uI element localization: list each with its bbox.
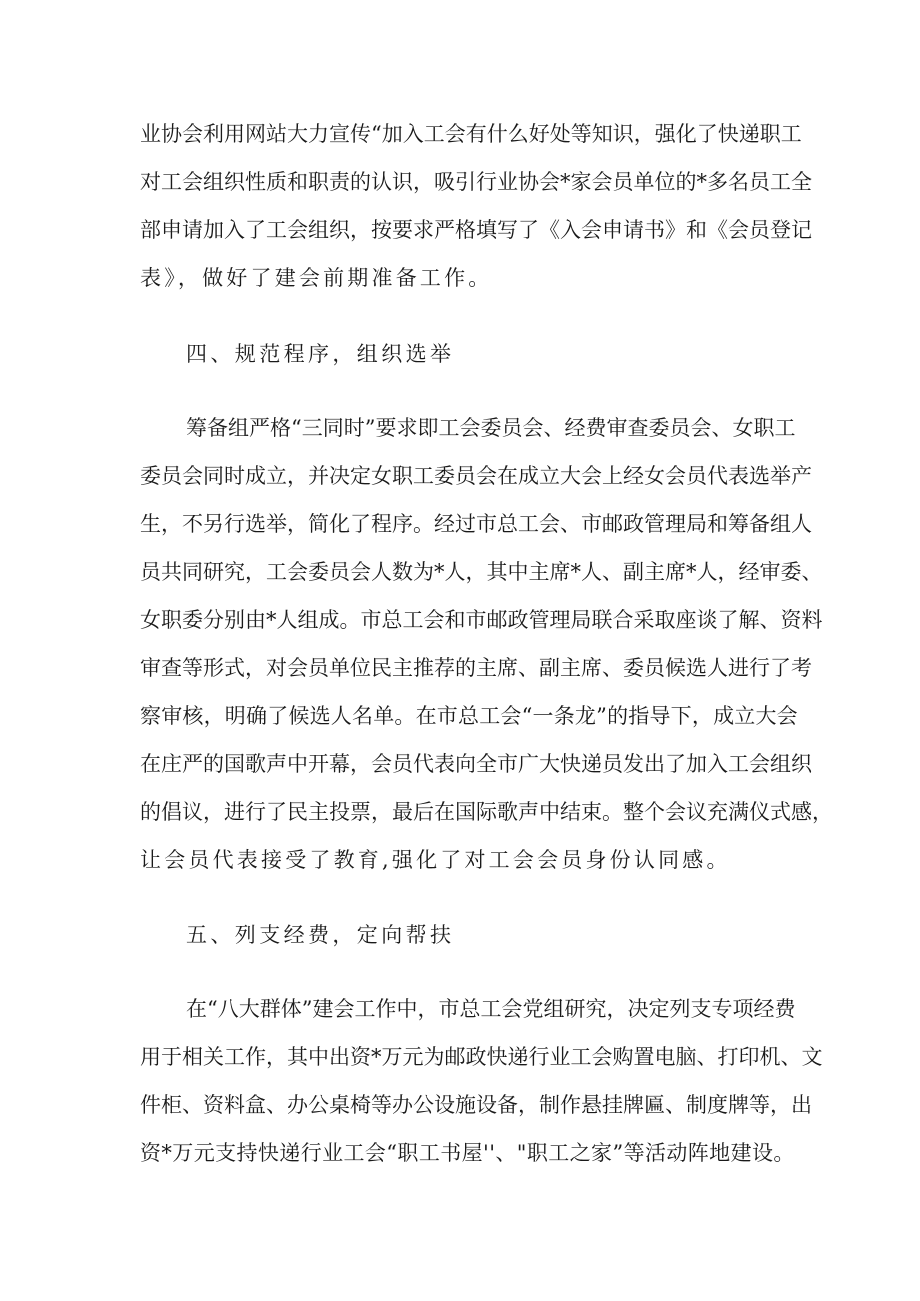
text-line: 委员会同时成立，并决定女职工委员会在成立大会上经女会员代表选举产	[140, 464, 812, 488]
section-heading-4: 四、规范程序，组织选举	[186, 342, 455, 366]
text-line: 员共同研究，工会委员会人数为*人，其中主席*人、副主席*人，经审委、	[140, 560, 823, 584]
text-line: 在庄严的国歌声中开幕，会员代表向全市广大快递员发出了加入工会组织	[140, 752, 812, 776]
text-line: 让会员代表接受了教育,强化了对工会会员身份认同感。	[140, 848, 731, 872]
text-line: 察审核，明确了候选人名单。在市总工会“一条龙”的指导下，成立大会	[140, 704, 798, 728]
text-line: 的倡议，进行了民主投票，最后在国际歌声中结束。整个会议充满仪式感，	[140, 800, 833, 824]
text-line: 女职委分别由*人组成。市总工会和市邮政管理局联合采取座谈了解、资料	[140, 608, 823, 632]
text-line: 部申请加入了工会组织，按要求严格填写了《入会申请书》和《会员登记	[140, 218, 812, 242]
text-line: 筹备组严格“三同时”要求即工会委员会、经费审查委员会、女职工	[186, 416, 796, 440]
text-line: 件柜、资料盒、办公桌椅等办公设施设备，制作悬挂牌匾、制度牌等，出	[140, 1093, 812, 1117]
text-line: 业协会利用网站大力宣传“加入工会有什么好处等知识，强化了快递职工	[140, 122, 802, 146]
section-heading-5: 五、列支经费，定向帮扶	[186, 923, 455, 947]
text-line: 表》，做好了建会前期准备工作。	[140, 266, 493, 290]
text-line: 生，不另行选举，简化了程序。经过市总工会、市邮政管理局和筹备组人	[140, 512, 812, 536]
text-line: 审查等形式，对会员单位民主推荐的主席、副主席、委员候选人进行了考	[140, 656, 812, 680]
text-line: 用于相关工作，其中出资*万元为邮政快递行业工会购置电脑、打印机、文	[140, 1045, 823, 1069]
text-line: 资*万元支持快递行业工会“职工书屋''、"职工之家”等活动阵地建设。	[140, 1141, 795, 1165]
text-line: 在“八大群体”建会工作中，市总工会党组研究，决定列支专项经费	[186, 997, 796, 1021]
text-line: 对工会组织性质和职责的认识，吸引行业协会*家会员单位的*多名员工全	[140, 170, 812, 194]
